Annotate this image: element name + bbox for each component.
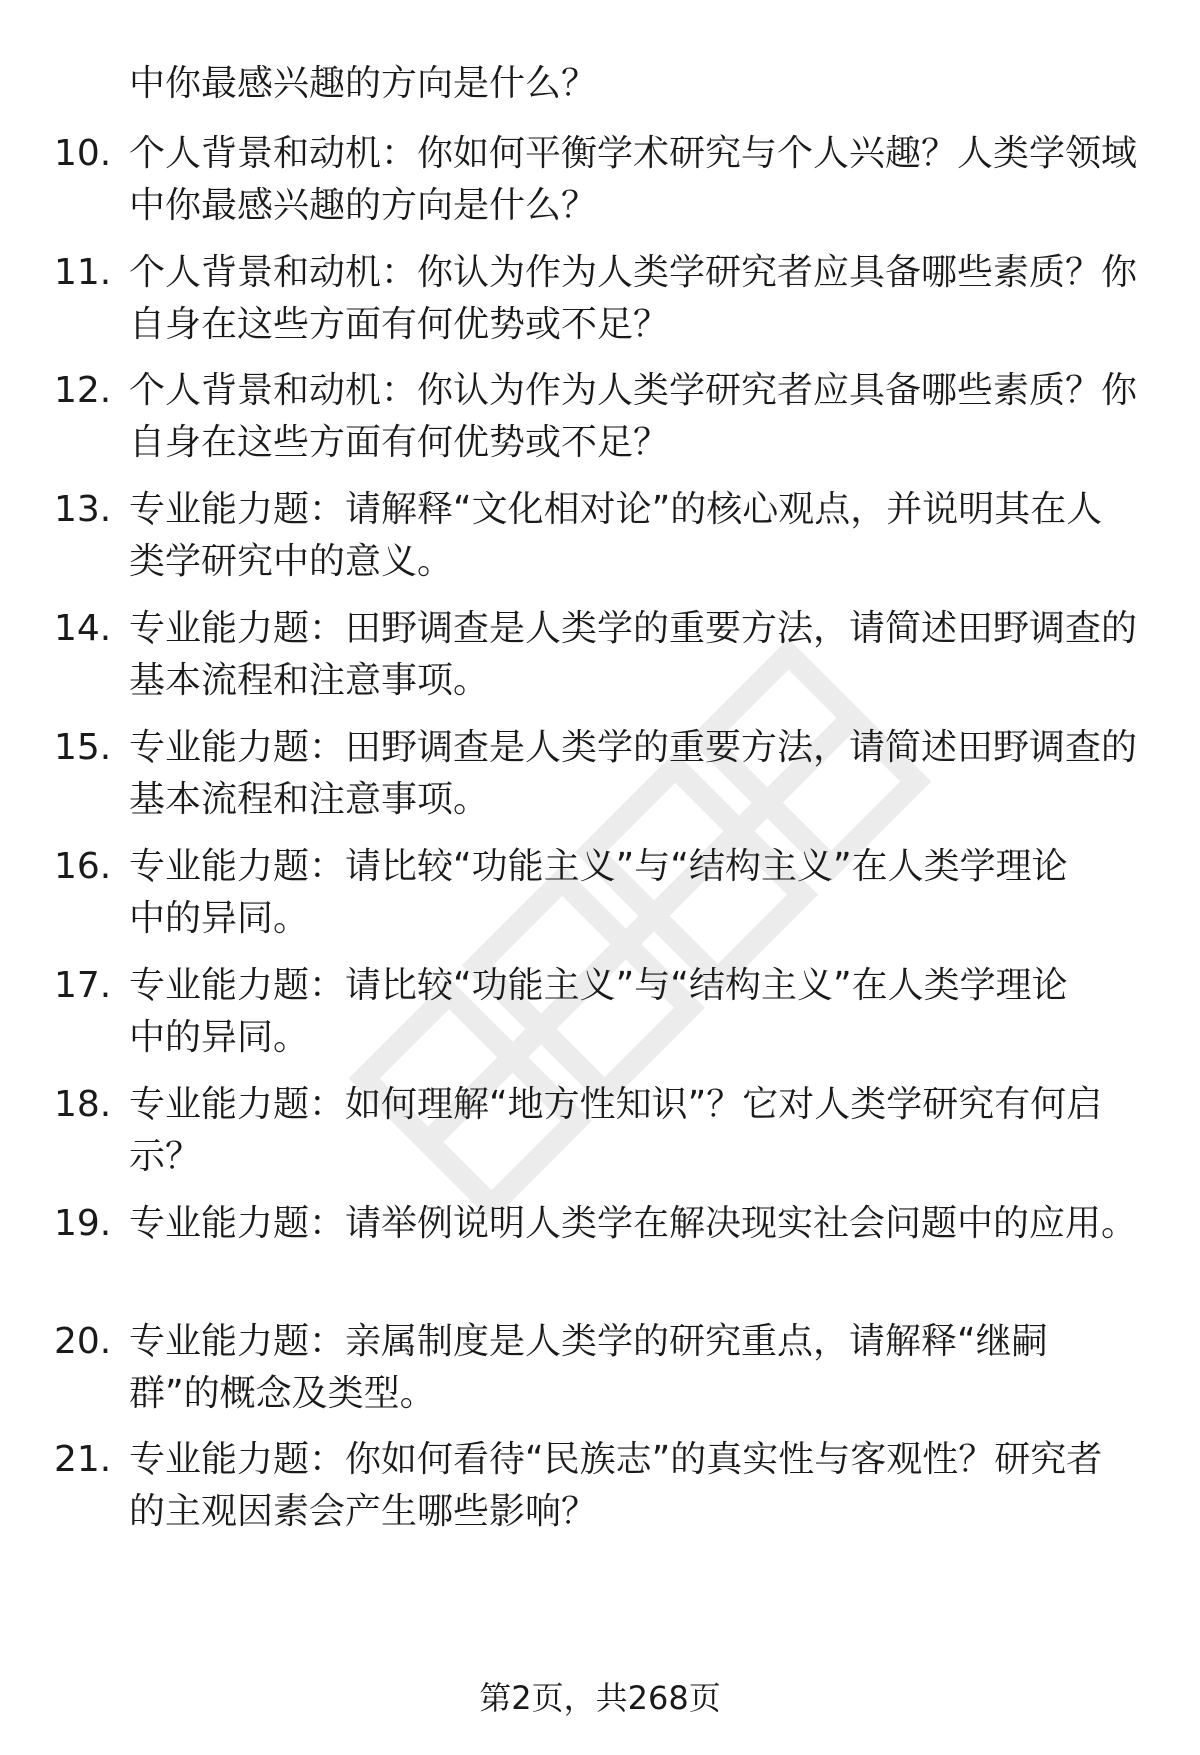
item-text-line: 专业能力题：亲属制度是人类学的研究重点，请解释“继嗣 <box>129 1321 1048 1362</box>
item-number: 12. <box>54 370 112 411</box>
item-text-line: 专业能力题：如何理解“地方性知识”？它对人类学研究有何启 <box>129 1084 1103 1125</box>
item-text <box>129 365 1139 469</box>
item-number: 20. <box>54 1321 112 1362</box>
item-text-line: 群”的概念及类型。 <box>129 1373 436 1414</box>
item-text-line: 个人背景和动机：你认为作为人类学研究者应具备哪些素质？你 <box>129 370 1138 411</box>
item-text-line: 类学研究中的意义。 <box>129 541 454 582</box>
page-footer: 第2页，共268页 <box>479 1679 721 1717</box>
item-text-line: 专业能力题：田野调查是人类学的重要方法，请简述田野调查的 <box>129 608 1138 649</box>
item-text <box>129 1198 1139 1250</box>
item-text <box>129 722 1139 826</box>
item-text-line: 专业能力题：请举例说明人类学在解决现实社会问题中的应用。 <box>129 1203 1138 1244</box>
item-text-line: 专业能力题：请比较“功能主义”与“结构主义”在人类学理论 <box>129 846 1068 887</box>
item-text-line: 专业能力题：请解释“文化相对论”的核心观点，并说明其在人 <box>129 489 1103 530</box>
item-text-line: 个人背景和动机：你如何平衡学术研究与个人兴趣？人类学领域 <box>129 133 1138 174</box>
item-text-line: 示？ <box>129 1136 202 1177</box>
item-number: 21. <box>54 1439 112 1480</box>
item-text <box>129 1316 1139 1420</box>
item-number: 18. <box>54 1084 112 1125</box>
item-text <box>129 247 1139 351</box>
item-text-line: 中的异同。 <box>129 1017 310 1058</box>
item-text <box>129 960 1139 1064</box>
item-number: 19. <box>54 1203 112 1244</box>
item-text-line: 自身在这些方面有何优势或不足？ <box>129 304 670 345</box>
continued-item-text: 中你最感兴趣的方向是什么？ <box>129 63 598 104</box>
item-text-line: 自身在这些方面有何优势或不足？ <box>129 422 670 463</box>
item-text-line: 专业能力题：田野调查是人类学的重要方法，请简述田野调查的 <box>129 727 1138 768</box>
item-text-line: 的主观因素会产生哪些影响？ <box>129 1491 598 1532</box>
item-text-line: 中的异同。 <box>129 898 310 939</box>
item-number: 10. <box>54 133 112 174</box>
item-text-line: 专业能力题：请比较“功能主义”与“结构主义”在人类学理论 <box>129 965 1068 1006</box>
item-text-line: 专业能力题：你如何看待“民族志”的真实性与客观性？研究者 <box>129 1439 1103 1480</box>
item-number: 16. <box>54 846 112 887</box>
item-text-line: 个人背景和动机：你认为作为人类学研究者应具备哪些素质？你 <box>129 252 1138 293</box>
item-number: 15. <box>54 727 112 768</box>
item-text <box>129 484 1139 588</box>
item-number: 13. <box>54 489 112 530</box>
item-number: 11. <box>54 252 112 293</box>
item-number: 17. <box>54 965 112 1006</box>
item-number: 14. <box>54 608 112 649</box>
item-text-line: 基本流程和注意事项。 <box>129 660 490 701</box>
item-text <box>129 1079 1139 1183</box>
item-text <box>129 603 1139 707</box>
item-text-line: 基本流程和注意事项。 <box>129 779 490 820</box>
item-text-line: 中你最感兴趣的方向是什么？ <box>129 185 598 226</box>
item-text <box>129 841 1139 945</box>
item-text <box>129 1434 1139 1538</box>
item-text <box>129 128 1139 232</box>
